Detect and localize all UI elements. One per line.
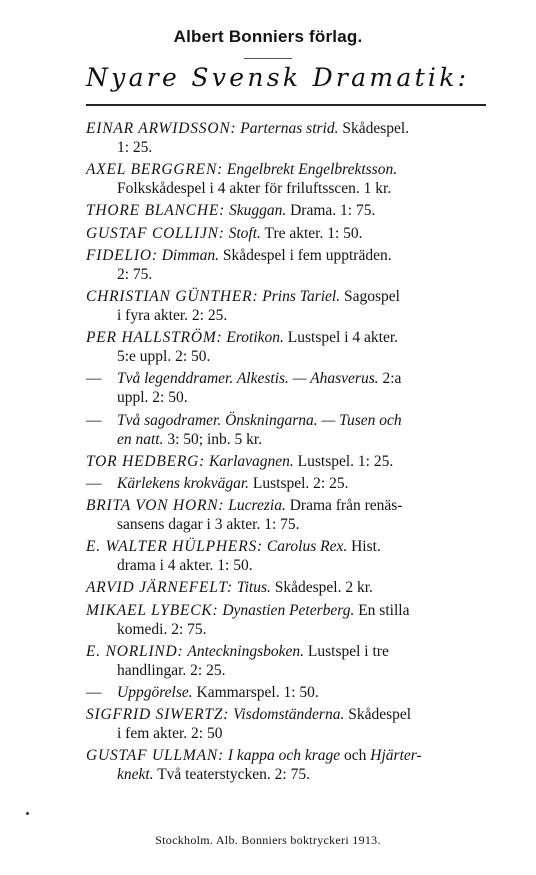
- entry-continuation: i fem akter. 2: 50: [117, 725, 223, 743]
- entry-author: E. NORLIND:: [86, 642, 184, 660]
- catalog-entry: [86, 642, 486, 680]
- entry-author: MIKAEL LYBECK:: [86, 601, 219, 619]
- entry-continuation: uppl. 2: 50.: [117, 389, 188, 407]
- entry-work-title: Dynastien Peterberg.: [222, 601, 355, 619]
- entry-details: Skådespel.: [342, 120, 410, 137]
- entry-continuation: sansens dagar i 3 akter. 1: 75.: [117, 516, 300, 534]
- entry-work-continuation: knekt.: [117, 766, 154, 784]
- publisher-heading: Albert Bonniers förlag.: [173, 27, 363, 46]
- entry-details: Kammarspel. 1: 50.: [196, 684, 319, 701]
- entry-continuation: Folkskådespel i 4 akter för friluftsscen. 1 kr.: [117, 180, 392, 198]
- entry-work-title: Dimman.: [161, 246, 219, 264]
- entry-work-title: Prins Tariel.: [262, 287, 341, 305]
- entry-list: [86, 119, 486, 788]
- entry-author: CHRISTIAN GÜNTHER:: [86, 287, 259, 305]
- title-underline: [86, 104, 486, 106]
- catalog-entry: [86, 160, 486, 198]
- entry-work-title: Engelbrekt Engelbrektsson.: [226, 161, 398, 179]
- catalog-entry: [86, 537, 486, 575]
- entry-work-title: Lucrezia.: [228, 497, 286, 515]
- entry-continuation: handlingar. 2: 25.: [117, 661, 226, 679]
- entry-work-title: Uppgörelse.: [117, 684, 193, 701]
- entry-continuation: drama i 4 akter. 1: 50.: [117, 557, 253, 575]
- entry-work-title: Visdomständerna.: [233, 706, 345, 724]
- entry-work-continuation: en natt.: [117, 430, 164, 448]
- entry-author: EINAR ARWIDSSON:: [86, 120, 237, 137]
- entry-work-title: Carolus Rex.: [266, 538, 348, 556]
- paper-speck: [26, 812, 29, 815]
- entry-work-title-2: Hjärter-: [370, 747, 422, 765]
- catalog-entry: [86, 328, 486, 366]
- entry-work-title: Två legenddramer. Alkestis. — Ahasverus.: [117, 370, 379, 388]
- entry-work-title: Parternas strid.: [240, 120, 339, 137]
- entry-details: Lustspel i 4 akter.: [287, 329, 398, 347]
- catalog-entry: [86, 201, 486, 220]
- entry-dash: —: [86, 684, 102, 701]
- catalog-entry: [86, 369, 486, 407]
- entry-details: Lustspel i tre: [307, 642, 389, 660]
- entry-details: Sagospel: [343, 287, 400, 305]
- entry-continuation: 5:e uppl. 2: 50.: [117, 348, 211, 366]
- entry-continuation: 1: 25.: [117, 139, 153, 156]
- entry-details: Skådespel i fem uppträden.: [222, 246, 392, 264]
- catalog-entry: [86, 474, 486, 493]
- entry-author: ARVID JÄRNEFELT:: [86, 579, 233, 597]
- catalog-entry: [86, 224, 486, 243]
- entry-continuation: 3: 50; inb. 5 kr.: [167, 430, 263, 448]
- entry-details: Hist.: [351, 538, 381, 556]
- entry-author: TOR HEDBERG:: [86, 452, 206, 470]
- entry-author: GUSTAF COLLIJN:: [86, 224, 225, 242]
- entry-author: THORE BLANCHE:: [86, 202, 226, 220]
- entry-author: PER HALLSTRÖM:: [86, 329, 223, 347]
- entry-continuation: 2: 75.: [117, 265, 153, 283]
- entry-work-title: Två sagodramer. Önskningarna. — Tusen och: [117, 411, 402, 429]
- entry-author: FIDELIO:: [86, 246, 158, 264]
- entry-work-title: Kärlekens krokvägar.: [117, 474, 250, 492]
- entry-work-title: Erotikon.: [226, 329, 284, 347]
- entry-work-title: Anteckningsboken.: [187, 642, 305, 660]
- catalog-entry: [86, 578, 486, 597]
- catalog-entry: [86, 746, 486, 784]
- short-divider: [244, 58, 292, 59]
- entry-details: Drama. 1: 75.: [290, 202, 376, 220]
- entry-work-title: Stoft.: [228, 224, 261, 242]
- catalog-entry: [86, 411, 486, 449]
- entry-author: SIGFRID SIWERTZ:: [86, 706, 230, 724]
- entry-details: Lustspel. 2: 25.: [252, 474, 349, 492]
- entry-details: Tre akter. 1: 50.: [264, 224, 363, 242]
- catalog-entry: [86, 496, 486, 534]
- entry-details: 2:a: [382, 370, 402, 388]
- entry-dash: —: [86, 370, 102, 388]
- catalog-entry: [86, 246, 486, 284]
- entry-continuation: Två teaterstycken. 2: 75.: [157, 766, 310, 784]
- catalog-entry: [86, 705, 486, 743]
- catalog-entry: [86, 119, 486, 157]
- entry-details: Skådespel. 2 kr.: [274, 579, 373, 597]
- catalog-entry: [86, 452, 486, 471]
- entry-work-title: I kappa och krage: [227, 747, 341, 765]
- entry-details: En stilla: [358, 601, 410, 619]
- catalog-title: Nyare Svensk Dramatik:: [86, 63, 470, 92]
- entry-continuation: komedi. 2: 75.: [117, 620, 207, 638]
- entry-author: AXEL BERGGREN:: [86, 161, 224, 179]
- entry-details: och: [344, 747, 367, 765]
- entry-author: E. WALTER HÜLPHERS:: [86, 538, 263, 556]
- catalog-entry: [86, 601, 486, 639]
- entry-work-title: Titus.: [236, 579, 271, 597]
- entry-work-title: Skuggan.: [228, 202, 287, 220]
- entry-work-title: Karlavagnen.: [208, 452, 294, 470]
- catalog-entry: [86, 287, 486, 325]
- entry-details: Lustspel. 1: 25.: [297, 452, 394, 470]
- entry-details: Drama från renäs-: [289, 497, 403, 515]
- entry-continuation: i fyra akter. 2: 25.: [117, 306, 228, 324]
- entry-author: GUSTAF ULLMAN:: [86, 747, 224, 765]
- entry-dash: —: [86, 474, 102, 492]
- catalog-entry: [86, 683, 486, 702]
- entry-dash: —: [86, 411, 102, 429]
- entry-details: Skådespel: [348, 706, 412, 724]
- entry-author: BRITA VON HORN:: [86, 497, 225, 515]
- printer-footer: Stockholm. Alb. Bonniers boktryckeri 1913.: [155, 833, 381, 847]
